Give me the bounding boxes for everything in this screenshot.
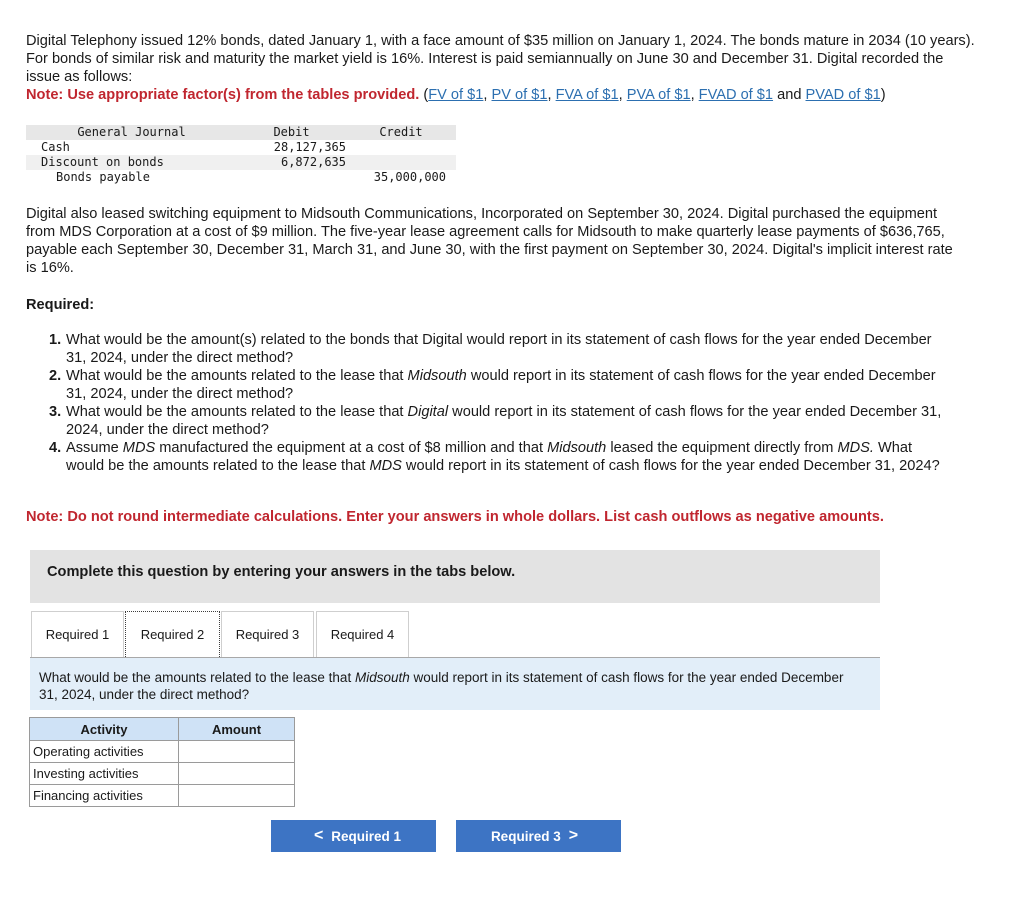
journal-row bbox=[26, 140, 456, 155]
journal-header-row bbox=[26, 125, 456, 140]
link-sep-2: , bbox=[547, 87, 556, 103]
tab-required-2[interactable]: Required 2 bbox=[125, 611, 220, 657]
link-sep-1: , bbox=[483, 87, 492, 103]
question-box bbox=[30, 658, 880, 710]
investing-activities-input[interactable] bbox=[179, 763, 293, 784]
complete-question-text: Complete this question by entering your answers in the tabs below. bbox=[47, 564, 516, 580]
link-pv-of-1[interactable]: PV of $1 bbox=[491, 87, 548, 103]
link-pva-of-1[interactable]: PVA of $1 bbox=[626, 87, 691, 103]
journal-header-credit: Credit bbox=[379, 125, 423, 139]
answer-row-investing bbox=[30, 763, 295, 785]
bond-paragraph: Digital Telephony issued 12% bonds, dated January 1, with a face amount of $35 million on January 1, 2024. The bonds mature in 2034 (10 years). For bonds of similar risk and maturity the market yield is 16%. Interest is paid semiannually on June 30 and December 31. Digital recorded the issue as follows: bbox=[26, 33, 975, 85]
required-title: Required: bbox=[26, 297, 95, 313]
link-fv-of-1[interactable]: FV of $1 bbox=[428, 87, 484, 103]
answer-row-operating bbox=[30, 741, 295, 763]
required-item-3: 3. What would be the amounts related to the lease that Digital would report in its statement of cash flows for the year ended December 31, 2024, under the direct method? bbox=[49, 404, 942, 438]
lease-paragraph: Digital also leased switching equipment to Midsouth Communications, Incorporated on September 30, 2024. Digital purchased the equipment from MDS Corporation at a cost of $9 million. The five-year lease agreement calls for Midsouth to make quarterly lease payments of $636,765, payable each September 30, December 31, March 31, and June 30, with the first payment on September 30, 2024. Digital's implicit interest rate is 16%. bbox=[26, 206, 953, 276]
prev-required-1-button[interactable] bbox=[271, 820, 436, 852]
link-pvad-of-1[interactable]: PVAD of $1 bbox=[805, 87, 881, 103]
complete-question-box bbox=[30, 550, 880, 603]
answer-activity-label: Investing activities bbox=[30, 763, 179, 785]
answer-activity-label: Financing activities bbox=[30, 785, 179, 807]
journal-account: Bonds payable bbox=[56, 170, 150, 184]
operating-activities-input[interactable] bbox=[179, 741, 293, 762]
note-prefix: Note: Use appropriate factor(s) from the tables provided. bbox=[26, 87, 420, 103]
question-text: What would be the amounts related to the lease that Midsouth would report in its statement of cash flows for the year ended December 31, 2024, under the direct method? bbox=[39, 670, 844, 702]
required-list bbox=[26, 331, 946, 475]
required-item-2: 2. What would be the amounts related to the lease that Midsouth would report in its statement of cash flows for the year ended December 31, 2024, under the direct method? bbox=[49, 368, 936, 402]
chevron-left-icon: < bbox=[313, 827, 324, 844]
journal-entry-table bbox=[26, 125, 456, 185]
journal-account: Cash bbox=[41, 140, 70, 154]
journal-debit: 28,127,365 bbox=[273, 140, 346, 154]
link-sep-3: , bbox=[618, 87, 627, 103]
journal-row bbox=[26, 170, 456, 185]
required-item-4: 4. Assume MDS manufactured the equipment at a cost of $8 million and that Midsouth leased the equipment directly from MDS. What would be the amounts related to the lease that MDS would report in its statement of cash flows for the year ended December 31, 2024? bbox=[49, 440, 940, 474]
journal-credit: 35,000,000 bbox=[373, 170, 446, 184]
journal-header-account: General Journal bbox=[77, 125, 186, 139]
answer-table bbox=[29, 717, 295, 807]
journal-debit: 6,872,635 bbox=[280, 155, 346, 169]
answer-header-amount: Amount bbox=[179, 718, 295, 741]
journal-account: Discount on bonds bbox=[41, 155, 164, 169]
prev-button-label: Required 1 bbox=[331, 828, 402, 844]
problem-intro bbox=[26, 32, 976, 104]
journal-debit bbox=[237, 170, 346, 185]
tab-required-1[interactable]: Required 1 bbox=[31, 611, 124, 657]
financing-activities-input[interactable] bbox=[179, 785, 293, 806]
journal-header-debit: Debit bbox=[273, 125, 310, 139]
answer-header-activity: Activity bbox=[30, 718, 179, 741]
link-sep-4: , bbox=[690, 87, 699, 103]
rounding-note: Note: Do not round intermediate calculations. Enter your answers in whole dollars. List cash outflows as negative amounts. bbox=[26, 509, 884, 525]
tab-required-3[interactable]: Required 3 bbox=[221, 611, 314, 657]
next-button-label: Required 3 bbox=[490, 828, 561, 844]
journal-row bbox=[26, 155, 456, 170]
required-item-text: What would be the amount(s) related to the bonds that Digital would report in its statement of cash flows for the year ended December 31, 2024, under the direct method? bbox=[66, 332, 932, 366]
factor-tables-note bbox=[26, 86, 976, 104]
journal-credit bbox=[346, 140, 456, 155]
next-required-3-button[interactable] bbox=[456, 820, 621, 852]
tab-required-4[interactable]: Required 4 bbox=[316, 611, 409, 657]
journal-credit bbox=[346, 155, 456, 170]
required-item-1: 1. What would be the amount(s) related to the bonds that Digital would report in its statement of cash flows for the year ended December 31, 2024, under the direct method? bbox=[49, 332, 932, 366]
answer-header-row bbox=[30, 718, 295, 741]
answer-activity-label: Operating activities bbox=[30, 741, 179, 763]
note-close-paren: ) bbox=[880, 87, 886, 103]
link-and: and bbox=[777, 87, 802, 103]
chevron-right-icon: > bbox=[568, 827, 579, 844]
answer-row-financing bbox=[30, 785, 295, 807]
link-fva-of-1[interactable]: FVA of $1 bbox=[555, 87, 619, 103]
link-fvad-of-1[interactable]: FVAD of $1 bbox=[698, 87, 774, 103]
note-open-paren: ( bbox=[423, 87, 429, 103]
